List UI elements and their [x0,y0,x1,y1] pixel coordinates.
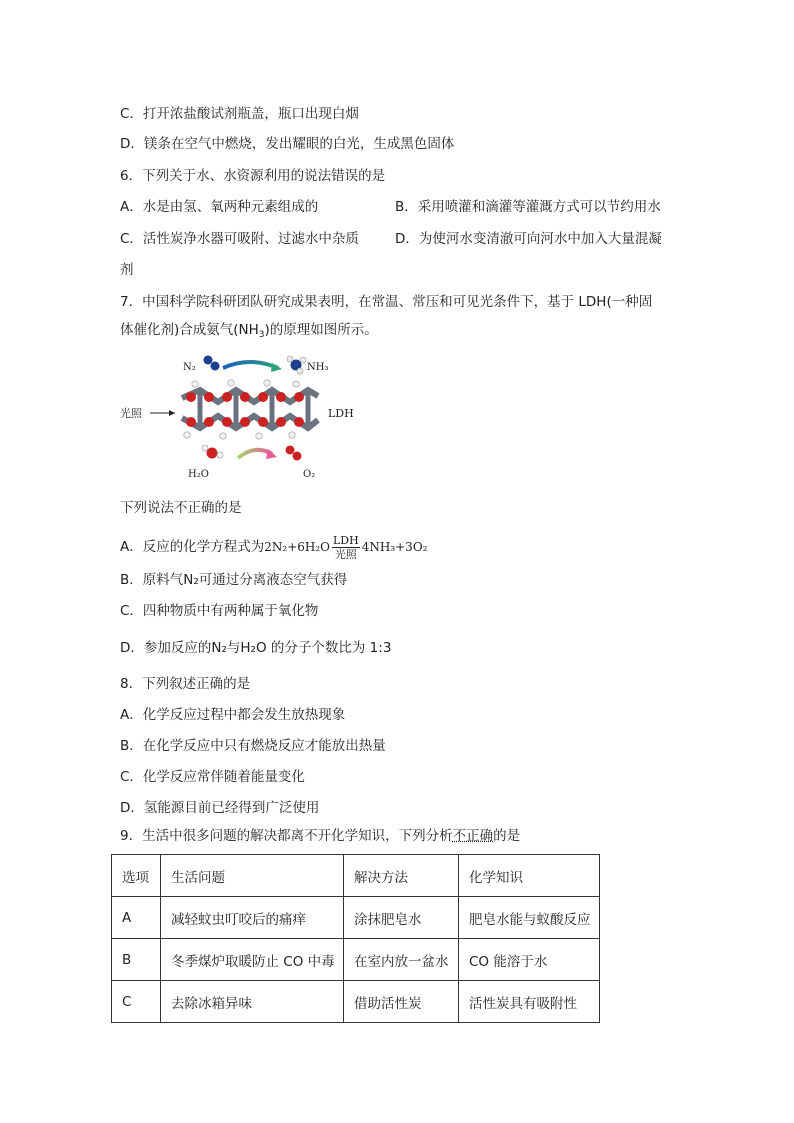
table-header-cell: 选项 [112,855,161,897]
ldh-reaction-diagram [120,350,380,485]
question-6a: A．水是由氢、氧两种元素组成的 [120,199,319,215]
question-6d: D．为使河水变清澈可向河水中加入大量混凝 [395,231,662,247]
table-cell: 涂抹肥皂水 [344,897,459,939]
table-header-cell: 解决方法 [344,855,459,897]
question-7c: C．四种物质中有两种属于氧化物 [120,603,319,619]
question-8-stem: 8．下列叙述正确的是 [120,676,251,692]
q9-text-b: 的是 [493,828,521,844]
table-row [112,939,600,981]
question-7-line-2 [120,320,378,345]
table-row [112,897,600,939]
q7a-products: 4NH₃+3O₂ [361,540,428,554]
q7a-condition [332,534,360,561]
q7a-condition-top: LDH [333,533,359,547]
nh3-label: NH₃ [307,362,329,373]
ldh-crystal-structure [182,380,318,439]
table-cell: B [112,939,161,981]
q9-text-a: 9．生活中很多问题的解决都离不开化学知识，下列分析 [120,828,453,844]
q7a-condition-bottom: 光照 [334,547,357,561]
question-5d: D．镁条在空气中燃烧，发出耀眼的白光，生成黑色固体 [120,136,455,152]
table-cell: 活性炭具有吸附性 [459,981,600,1023]
n2-label: N₂ [183,362,196,373]
ldh-label: LDH [328,407,354,420]
question-6d-continued: 剂 [120,262,134,278]
q7-text-b: )的原理如图所示。 [264,322,378,338]
question-6c: C．活性炭净水器可吸附、过滤水中杂质 [120,231,359,247]
question-8d: D．氢能源目前已经得到广泛使用 [120,800,320,816]
question-7a [120,533,427,561]
table-cell: 去除冰箱异味 [161,981,344,1023]
table-cell: 冬季煤炉取暖防止 CO 中毒 [161,939,344,981]
question-8c: C．化学反应常伴随着能量变化 [120,769,305,785]
table-header-cell: 生活问题 [161,855,344,897]
question-7-stem: 下列说法不正确的是 [120,500,242,516]
table-cell: 减轻蚊虫叮咬后的痛痒 [161,897,344,939]
q9-emphasis: 不正确 [452,828,494,844]
question-6-stem: 6．下列关于水、水资源利用的说法错误的是 [120,168,386,184]
table-row [112,981,600,1023]
table-header-row [112,855,600,897]
table-cell: CO 能溶于水 [459,939,600,981]
o2-label: O₂ [303,469,316,480]
table-cell: A [112,897,161,939]
o2-molecule-icon [286,446,302,461]
question-9-stem [120,826,520,846]
question-7b: B．原料气N₂可通过分离液态空气获得 [120,572,348,588]
question-8a: A．化学反应过程中都会发生放热现象 [120,707,346,723]
table-cell: C [112,981,161,1023]
question-7d: D．参加反应的N₂与H₂O 的分子个数比为 1:3 [120,640,392,656]
nh3-molecule-icon [287,356,306,374]
h2o-molecule-icon [202,445,223,459]
question-9-table [111,854,600,1023]
n2-molecule-icon [204,356,220,371]
q7-text-a: 体催化剂)合成氨气(NH [120,322,259,338]
question-6b: B．采用喷灌和滴灌等灌溉方式可以节约用水 [395,199,661,215]
question-5c: C．打开浓盐酸试剂瓶盖，瓶口出现白烟 [120,106,359,122]
table-header-cell: 化学知识 [459,855,600,897]
table-cell: 肥皂水能与蚁酸反应 [459,897,600,939]
n2-to-nh3-arrow [223,362,278,368]
question-7-line-1: 7．中国科学院科研团队研究成果表明，在常温、常压和可见光条件下，基于 LDH(一种固 [120,294,653,310]
question-8b: B．在化学反应中只有燃烧反应才能放出热量 [120,738,386,754]
q7a-reactants: 2N₂+6H₂O [264,540,330,554]
q7-sub: 3 [258,330,265,340]
light-label: 光照 [120,407,142,420]
table-cell: 借助活性炭 [344,981,459,1023]
table-cell: 在室内放一盆水 [344,939,459,981]
h2o-label: H₂O [188,469,209,480]
q7a-prefix: A．反应的化学方程式为 [120,539,265,555]
